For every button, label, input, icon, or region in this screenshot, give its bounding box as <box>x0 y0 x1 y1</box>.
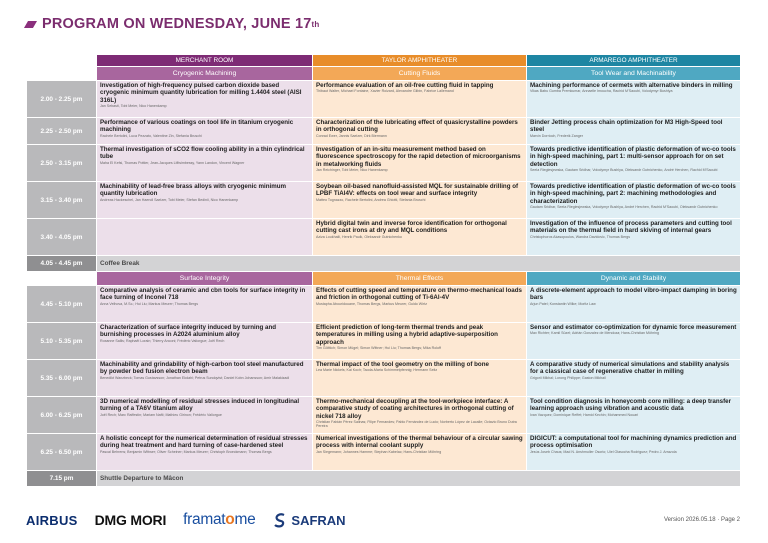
paper-authors: Conrad Ewer, Jannis Saelzer, Dirk Biermann <box>316 133 387 138</box>
paper-cell <box>313 118 527 145</box>
paper-cell <box>313 182 527 219</box>
paper-cell <box>313 286 527 323</box>
framatome-logo-part-a: framat <box>183 511 226 528</box>
session-time: 5.10 - 5.35 pm <box>27 323 97 360</box>
paper-cell <box>97 434 313 471</box>
title-superscript: th <box>311 19 320 29</box>
paper-authors: Christophoros Akasopoulos, Wandra Davidovic, Thomas Bergs <box>530 234 631 239</box>
safran-emblem-icon <box>272 512 288 528</box>
coffee-break-time: 4.05 - 4.45 pm <box>27 256 97 272</box>
paper-authors: Matteo Tognazzo, Rachele Bertolini, Andrea Ghiotti, Stefania Bruschi <box>316 197 426 202</box>
session-row <box>27 434 741 471</box>
paper-authors: Jesús Joseb Chaus; Mad N. Anshmuller Osorio; Uiel Olasocha Rodriguez; Pedro J. Arrazola <box>530 449 677 454</box>
paper-authors: Mustapha Abouridouane, Thomas Bergs, Markus Meurer, Guido Wirtz <box>316 301 427 306</box>
paper-cell <box>97 182 313 219</box>
paper-authors: Vikas Babu Gumba Premkumar, Annaelle Imoucha, Rachid M'Saoubi, Volodymyr Bushlya <box>530 89 673 94</box>
paper-title: Investigation of high-frequency pulsed carbon dioxide based cryogenic minimum quantity lubrication for milling 1.4404 steel (AISI 316L) <box>100 82 302 104</box>
dmg-mori-logo: DMG MORI <box>94 512 167 528</box>
paper-cell <box>97 360 313 397</box>
paper-title: Performance evaluation of an oil-free cutting fluid in tapping <box>316 82 494 89</box>
safran-logo <box>272 512 345 528</box>
track-header-3: Tool Wear and Machinability <box>527 67 741 81</box>
paper-title: Thermal impact of the tool geometry on the milling of bone <box>316 361 489 368</box>
paper-cell <box>97 323 313 360</box>
paper-title: Comparative analysis of ceramic and cbn tools for surface integrity in face turning of Inconel 718 <box>100 287 306 302</box>
paper-cell <box>313 434 527 471</box>
paper-title: Towards predictive identification of plastic deformation of wc-co tools in high-speed machining, part 1: multi-sensor approach for on set detection <box>530 146 736 168</box>
page-title <box>26 16 320 32</box>
paper-authors: Grigorii Mikhal; Lorong Philippe; Gaston Mikhail <box>530 375 606 380</box>
paper-cell <box>527 286 741 323</box>
paper-authors: Jan Sebasti, Tobi Meier, Nico Hanenkamp <box>100 103 167 108</box>
paper-authors: Arjun Patel; Konstantin Wilke; Moritz Law <box>530 301 596 306</box>
paper-title: Investigation of the influence of process parameters and cutting tool materials on the thermal field in hard skiving of internal gears <box>530 220 732 235</box>
session-row <box>27 219 741 256</box>
framatome-logo <box>183 511 255 529</box>
title-accent-icon <box>24 21 37 28</box>
paper-title: Thermal investigation of sCO2 flow cooling ability in a thin cylindrical tube <box>100 146 305 161</box>
paper-cell <box>313 397 527 434</box>
paper-title: Sensor and estimator co-optimization for dynamic force measurement <box>530 324 737 331</box>
room-header-2: TAYLOR AMPHITHEATER <box>313 55 527 67</box>
paper-cell <box>527 360 741 397</box>
session-time: 3.15 - 3.40 pm <box>27 182 97 219</box>
coffee-break-row <box>27 256 741 272</box>
paper-cell <box>527 323 741 360</box>
session-time: 6.00 - 6.25 pm <box>27 397 97 434</box>
paper-title: 3D numerical modelling of residual stresses induced in longitudinal turning of a TA6V titanium alloy <box>100 398 300 413</box>
paper-cell <box>97 397 313 434</box>
paper-title: Machining performance of cermets with alternative binders in milling <box>530 82 733 89</box>
session-time: 3.40 - 4.05 pm <box>27 219 97 256</box>
session-row <box>27 360 741 397</box>
paper-cell <box>313 219 527 256</box>
paper-authors: Thibaut Walter, Michael Fontaine, Xavier Roizard, Alexandre Gilbin, Fabrice Lallemand <box>316 89 454 94</box>
paper-cell <box>527 145 741 182</box>
paper-cell <box>527 397 741 434</box>
paper-title: Characterization of surface integrity induced by turning and burnishing processes in A2024 aluminium alloy <box>100 324 277 339</box>
paper-title: A holistic concept for the numerical determination of residual stresses during heat treatment and hard turning of case-hardened steel <box>100 435 308 450</box>
paper-authors: Rachele Bertolini, Luca Pezzato, Valentine Zin, Stefania Bruschi <box>100 133 202 138</box>
paper-cell <box>313 360 527 397</box>
track-header-1: Cryogenic Machining <box>97 67 313 81</box>
paper-cell <box>97 286 313 323</box>
paper-title: Towards predictive identification of plastic deformation of wc-co tools in high-speed machining, part 2: machining methodologies and characterization <box>530 183 736 205</box>
paper-cell <box>97 81 313 118</box>
header-spacer <box>27 55 97 67</box>
paper-title: Machinability and grindability of high-carbon tool steel manufactured by powder bed fusion electron beam <box>100 361 304 376</box>
paper-authors: Aziza Loukhaili, Henrik Paulk, Oleksandr Gutnichenko <box>316 234 402 239</box>
paper-cell <box>97 219 313 256</box>
paper-title: Numerical investigations of the thermal behaviour of a circular sawing process with internal coolant supply <box>316 435 523 450</box>
sponsor-logos <box>26 509 363 531</box>
shuttle-time: 7.15 pm <box>27 471 97 487</box>
paper-title: A comparative study of numerical simulations and stability analysis for a classical case of regenerative chatter in milling <box>530 361 730 376</box>
framatome-logo-part-b: me <box>234 511 256 528</box>
paper-title: Performance of various coatings on tool life in titanium cryogenic machining <box>100 119 294 134</box>
shuttle-label: Shuttle Departure to Mâcon <box>97 471 741 487</box>
track-header-pm-1: Surface Integrity <box>97 272 313 286</box>
paper-title: Characterization of the lubricating effect of quasicrystalline powders in orthogonal cutting <box>316 119 518 134</box>
session-time: 2.25 - 2.50 pm <box>27 118 97 145</box>
track-header-row <box>27 67 741 81</box>
session-time: 6.25 - 6.50 pm <box>27 434 97 471</box>
paper-title: DIGICUT: a computational tool for machining dynamics prediction and process optimisation <box>530 435 737 450</box>
session-time: 2.50 - 3.15 pm <box>27 145 97 182</box>
paper-authors: Pascal Behrens; Benjamin Wittwer; Oliver Scheiner; Markus Meurer; Christoph Broeckmann; Thomas Bergs <box>100 449 272 454</box>
footer-version: Version 2026.05.18 · Page 2 <box>663 517 740 523</box>
paper-cell <box>313 323 527 360</box>
paper-title: A discrete-element approach to model vibro-impact damping in boring bars <box>530 287 737 302</box>
session-time: 4.45 - 5.10 pm <box>27 286 97 323</box>
track-header-pm-3: Dynamic and Stability <box>527 272 741 286</box>
paper-title: Efficient prediction of long-term thermal trends and peak temperatures in milling using a hybrid adaptive-superposition approach <box>316 324 498 346</box>
paper-cell <box>527 182 741 219</box>
paper-authors: Anna Velhova, M.Sc.; Hui Liu; Markus Meurer; Thomas Bergs <box>100 301 199 306</box>
paper-cell <box>97 145 313 182</box>
paper-authors: Joël Rech; Marc Raffestin; Mariam Nafti; Mathieu Girinon; Frédéric Valiorgue <box>100 412 222 417</box>
paper-authors: Jan Reichinger, Tobi Meier, Nico Hanenkamp <box>316 167 388 172</box>
room-header-1: MERCHANT ROOM <box>97 55 313 67</box>
paper-authors: Andreas Hackeschel, Jan Haendl Saelzer, Tobi Meier, Stefan Bedinii, Nico Hanenkamp <box>100 197 239 202</box>
paper-authors: Benedikt Wanzbeck; Tomas Gustavsson; Jonathan Ekdahl; Petrus Sundqvist; Daniel Kobn Johansson; Amir Malakizadi <box>100 375 290 380</box>
header-spacer <box>27 272 97 286</box>
track-header-pm-row <box>27 272 741 286</box>
session-row <box>27 145 741 182</box>
paper-title: Investigation of an in-situ measurement method based on fluorescence spectroscopy for the rapid detection of microorganisms in metalworking fluids <box>316 146 521 168</box>
room-header-row <box>27 55 741 67</box>
shuttle-row <box>27 471 741 487</box>
session-time: 2.00 - 2.25 pm <box>27 81 97 118</box>
session-row <box>27 286 741 323</box>
paper-title: Effects of cutting speed and temperature on thermo-mechanical loads and friction in orthogonal cutting of Ti-6Al-4V <box>316 287 522 302</box>
framatome-logo-o: o <box>225 511 235 528</box>
track-header-2: Cutting Fluids <box>313 67 527 81</box>
paper-authors: Jan Siegemann; Johannes Hamme; Stephan Kabelac; Hans-Christian Möhring <box>316 449 442 454</box>
program-body <box>27 55 741 487</box>
program-table <box>26 54 741 487</box>
paper-authors: Lea Marie Nickels; Kai Koch; Taoda-Maria Schimmelpfennig; Hermann Seitz <box>316 368 438 373</box>
paper-cell <box>527 118 741 145</box>
paper-cell <box>527 434 741 471</box>
paper-cell <box>527 81 741 118</box>
paper-authors: Gautam Sridhar, Seela Rieglesjewska, Volodymyr Bushlya, André Herchen, Rachid M'Saoubi, Oleksandr Gutnichenko <box>530 204 718 209</box>
paper-title: Thermo-mechanical decoupling at the tool-workpiece interface: A comparative study of coating architectures in orthogonal cutting of nickel 718 alloy <box>316 398 514 420</box>
coffee-break-label: Coffee Break <box>97 256 741 272</box>
paper-title: Binder Jetting process chain optimization for M3 High-Speed tool steel <box>530 119 723 134</box>
session-row <box>27 397 741 434</box>
paper-cell <box>313 145 527 182</box>
paper-authors: Marvin Dorrioch, Frederik Zanger <box>530 133 583 138</box>
paper-cell <box>97 118 313 145</box>
session-row <box>27 81 741 118</box>
airbus-logo: AIRBUS <box>26 512 78 528</box>
session-row <box>27 118 741 145</box>
paper-authors: Tim Gölttich; Simon Mügel; Simon Wittner; Hui Liu; Thomas Bergs; Mika Roloff <box>316 345 441 350</box>
safran-logo-text: SAFRAN <box>291 512 346 528</box>
paper-authors: Ivan Vazquez; Dominique Reffet; Hamid Kechin; Mohammed Nouari <box>530 412 639 417</box>
paper-authors: Roxanne Sallis; Raphaël Lorain; Thierry Anconi; Frédéric Valiorgue; Joël Rech <box>100 338 225 343</box>
paper-title: Tool condition diagnosis in honeycomb core milling: a deep transfer learning approach using vibration and acoustic data <box>530 398 731 413</box>
paper-cell <box>527 219 741 256</box>
header-spacer <box>27 67 97 81</box>
paper-authors: Christian Fabián Pérez Salinas; Filipe Fernandes; Pablo Fernández de Lucio; Norberto López de Lacalle; Octavio Bruno Dutra Pereira <box>316 419 517 429</box>
session-time: 5.35 - 6.00 pm <box>27 360 97 397</box>
paper-cell <box>313 81 527 118</box>
paper-authors: Seela Rieglesjewska, Gautam Sridhar, Volodymyr Bushlya, Oleksandr Gutnichenko, André Herchen, Rachid M'Saoubi <box>530 167 718 172</box>
session-row <box>27 182 741 219</box>
paper-title: Soybean oil-based nanofluid-assisted MQL for sustainable drilling of LPBF TiAl4V: effects on tool wear and surface integrity <box>316 183 519 198</box>
session-row <box>27 323 741 360</box>
track-header-pm-2: Thermal Effects <box>313 272 527 286</box>
paper-authors: Max Richter; Kamil Süzel; Adrián Gonzalez de Mendoza; Hans-Christian Möhring <box>530 331 660 336</box>
title-text: PROGRAM ON WEDNESDAY, JUNE 17 <box>42 16 312 32</box>
room-header-3: ARMAREGO AMPHITHEATER <box>527 55 741 67</box>
paper-title: Hybrid digital twin and inverse force identification for orthogonal cutting cast irons at dry and MQL conditions <box>316 220 507 235</box>
paper-authors: Maha El Kefsi, Thomas Pottier, Jean-Jacques Lifitsimbessy, Yann Landon, Vincent Wagner <box>100 160 245 165</box>
paper-title: Machinability of lead-free brass alloys with cryogenic minimum quantity lubrication <box>100 183 287 198</box>
